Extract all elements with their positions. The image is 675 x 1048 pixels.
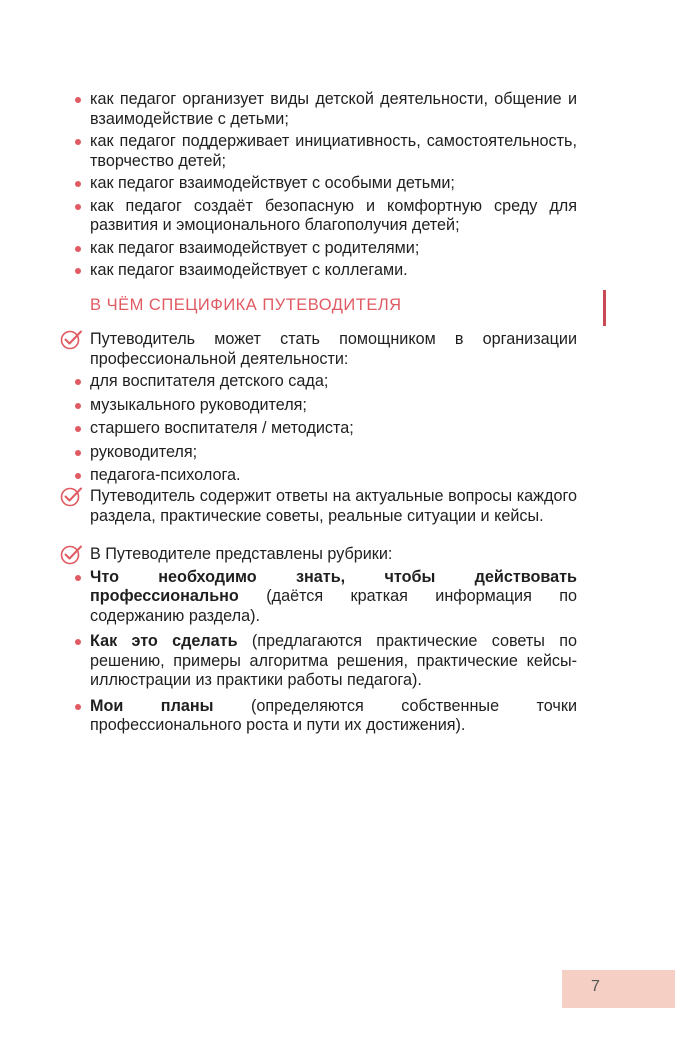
list-item: как педагог создаёт безопасную и комфортную среду для развития и эмоционального благополучия детей; bbox=[90, 196, 577, 234]
check-text: В Путеводителе представлены рубрики: bbox=[90, 545, 393, 563]
check-block-2 bbox=[90, 487, 577, 528]
rubric-description: (даётся краткая информация по содержанию раздела). bbox=[90, 587, 577, 625]
checkmark-circle-icon bbox=[60, 544, 84, 566]
rubric-title: Как это сделать bbox=[90, 632, 238, 650]
list-item: как педагог взаимодействует с коллегами. bbox=[90, 261, 577, 281]
list-item: руководителя; bbox=[90, 443, 577, 463]
check-block-3 bbox=[90, 545, 577, 740]
list-item: старшего воспитателя / методиста; bbox=[90, 419, 577, 439]
checkmark-circle-icon bbox=[60, 486, 84, 508]
rubric-title: Что необходимо знать, чтобы действовать профессионально bbox=[90, 567, 577, 605]
rubric-description: (определяются собственные точки профессионального роста и пути их достижения). bbox=[90, 696, 577, 734]
list-item: педагога-психолога. bbox=[90, 466, 577, 486]
rubric-item bbox=[90, 568, 577, 627]
list-item: как педагог взаимодействует с особыми детьми; bbox=[90, 174, 577, 194]
list-item: как педагог взаимодействует с родителями; bbox=[90, 239, 577, 259]
audience-list bbox=[90, 372, 577, 486]
check-text: Путеводитель содержит ответы на актуальные вопросы каждого раздела, практические советы, реальные ситуации и кейсы. bbox=[90, 487, 577, 525]
list-item: как педагог организует виды детской деятельности, общение и взаимодействие с детьми; bbox=[90, 90, 577, 128]
section-title: В ЧЁМ СПЕЦИФИКА ПУТЕВОДИТЕЛЯ bbox=[90, 296, 402, 314]
rubric-title: Мои планы bbox=[90, 696, 214, 715]
rubric-item bbox=[90, 697, 577, 736]
list-item: музыкального руководителя; bbox=[90, 396, 577, 416]
page-number-tab bbox=[562, 970, 675, 1008]
list-item: для воспитателя детского сада; bbox=[90, 372, 577, 392]
check-item bbox=[90, 487, 577, 526]
check-block-1 bbox=[90, 330, 577, 490]
intro-list bbox=[90, 90, 577, 284]
check-item bbox=[90, 330, 577, 369]
rubrics-list bbox=[90, 568, 577, 736]
check-text: Путеводитель может стать помощником в организации профессиональной деятельности: bbox=[90, 330, 577, 368]
rubric-item bbox=[90, 632, 577, 691]
rubric-description: (предлагаются практические советы по решению, примеры алгоритма решения, практические кейсы-иллюстрации из практики работы педагога). bbox=[90, 632, 578, 689]
section-divider-bar bbox=[603, 290, 606, 326]
list-item: как педагог поддерживает инициативность, самостоятельность, творчество детей; bbox=[90, 132, 577, 170]
checkmark-circle-icon bbox=[60, 329, 84, 351]
check-item bbox=[90, 545, 577, 565]
page-number: 7 bbox=[591, 978, 600, 995]
